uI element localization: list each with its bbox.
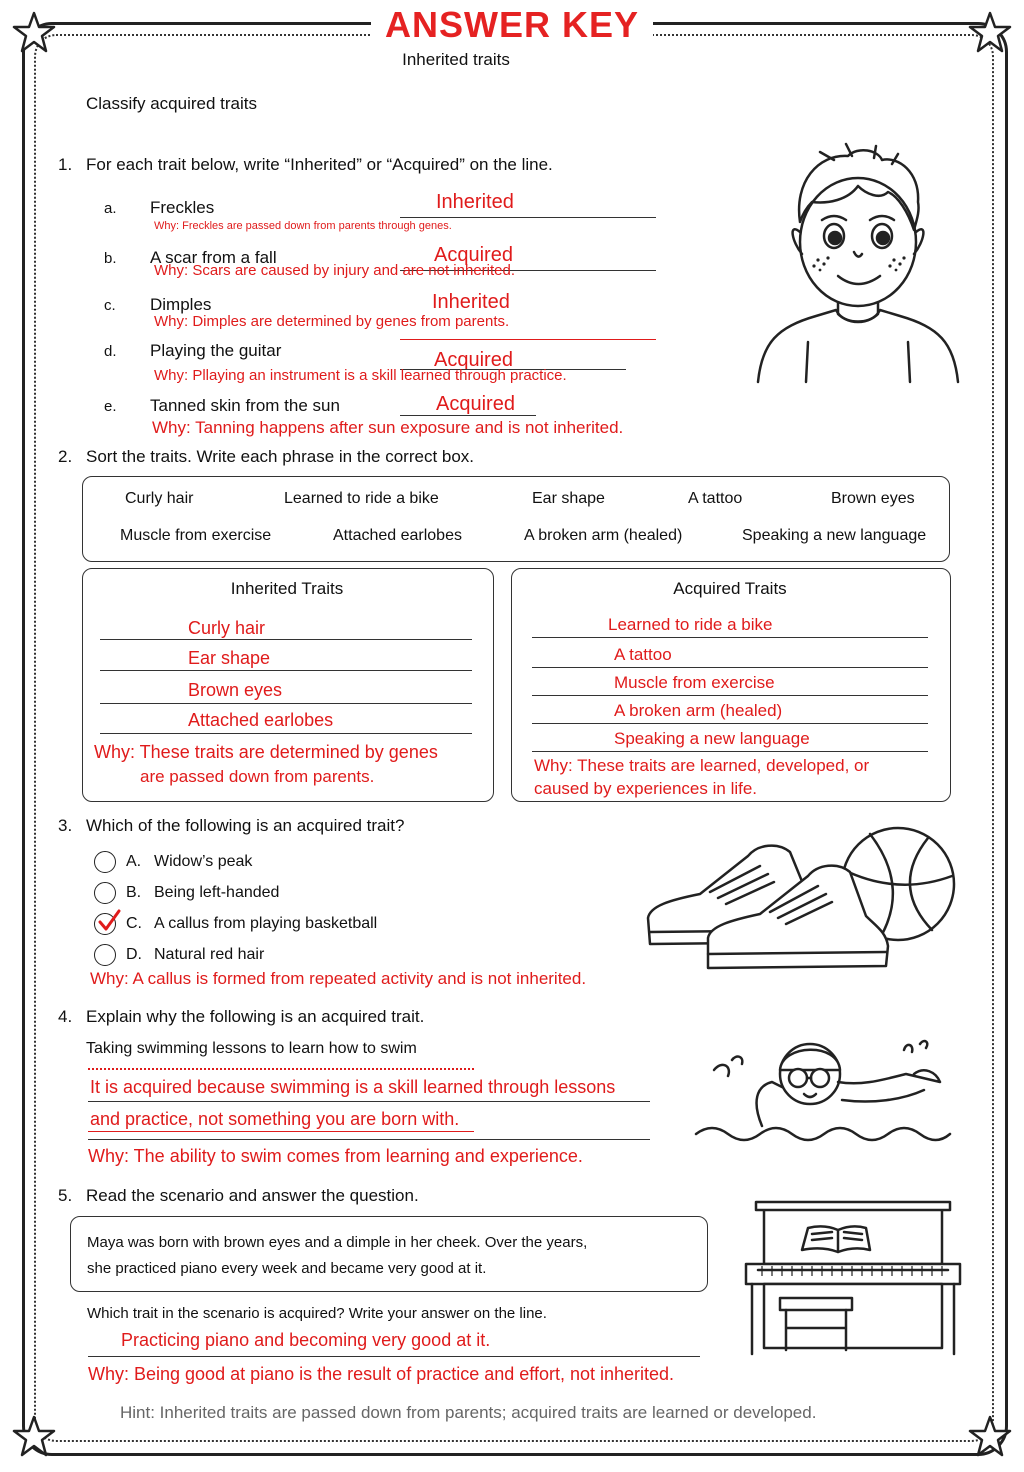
option-letter: C. bbox=[126, 915, 142, 932]
q4-number: 4. bbox=[58, 1007, 73, 1026]
q4-why: Why: The ability to swim comes from learning and experience. bbox=[88, 1146, 583, 1166]
inherited-heading: Inherited Traits bbox=[230, 579, 344, 598]
scenario-text: Maya was born with brown eyes and a dimple in her cheek. Over the years, bbox=[87, 1234, 588, 1251]
option-letter: D. bbox=[126, 946, 142, 963]
option-radio[interactable] bbox=[94, 944, 116, 966]
check-icon bbox=[96, 908, 122, 934]
inherited-why: are passed down from parents. bbox=[140, 767, 375, 786]
acquired-answer: Learned to ride a bike bbox=[608, 615, 773, 634]
option-letter: B. bbox=[126, 884, 142, 901]
word-bank-item: Muscle from exercise bbox=[120, 527, 272, 544]
q3-prompt: Which of the following is an acquired trait? bbox=[86, 816, 405, 835]
q1-item-why: Why: Scars are caused by injury and are not inherited. bbox=[154, 262, 516, 279]
word-bank-item: A broken arm (healed) bbox=[524, 527, 683, 544]
q1-item-trait: Playing the guitar bbox=[150, 341, 282, 360]
hint-text: Hint: Inherited traits are passed down from parents; acquired traits are learned or developed. bbox=[120, 1403, 817, 1422]
answer-line bbox=[100, 703, 472, 704]
answer-line bbox=[400, 415, 536, 416]
inherited-answer: Ear shape bbox=[188, 648, 271, 668]
acquired-answer: A broken arm (healed) bbox=[614, 701, 783, 720]
q1-item-why: Why: Dimples are determined by genes from parents. bbox=[154, 313, 510, 330]
word-bank-item: Attached earlobes bbox=[333, 527, 462, 544]
q1-item-letter: d. bbox=[104, 343, 117, 360]
q1-prompt: For each trait below, write “Inherited” or “Acquired” on the line. bbox=[86, 155, 553, 174]
option-letter: A. bbox=[126, 853, 142, 870]
option-text: Natural red hair bbox=[154, 946, 265, 963]
swimmer-illustration bbox=[692, 1030, 954, 1150]
option-radio[interactable] bbox=[94, 882, 116, 904]
q3-number: 3. bbox=[58, 816, 73, 835]
inherited-answer: Curly hair bbox=[188, 618, 266, 638]
word-bank-item: Ear shape bbox=[532, 490, 605, 507]
answer-line bbox=[88, 1068, 474, 1070]
acquired-answer: Speaking a new language bbox=[614, 729, 810, 748]
answer-line bbox=[532, 667, 928, 668]
answer-line bbox=[100, 639, 472, 640]
q1-item-letter: e. bbox=[104, 398, 117, 415]
q1-item-answer: Acquired bbox=[436, 393, 515, 415]
option-text: Widow’s peak bbox=[154, 853, 253, 870]
inherited-answer: Brown eyes bbox=[188, 680, 283, 700]
q1-item-answer: Acquired bbox=[434, 349, 513, 371]
word-bank bbox=[82, 476, 950, 562]
word-bank-item: A tattoo bbox=[688, 490, 743, 507]
piano-illustration bbox=[742, 1200, 964, 1356]
answer-line bbox=[532, 751, 928, 752]
scenario-box bbox=[70, 1216, 708, 1292]
q1-item-letter: a. bbox=[104, 200, 117, 217]
q5-number: 5. bbox=[58, 1186, 73, 1205]
word-bank-item: Speaking a new language bbox=[742, 527, 927, 544]
q1-item-trait: A scar from a fall bbox=[150, 248, 277, 267]
answer-line bbox=[532, 723, 928, 724]
q5-question: Which trait in the scenario is acquired? Write your answer on the line. bbox=[87, 1305, 547, 1322]
star-icon bbox=[12, 1414, 56, 1458]
answer-line bbox=[400, 339, 656, 340]
word-bank-item: Brown eyes bbox=[831, 490, 915, 507]
q1-item-why: Why: Freckles are passed down from parents through genes. bbox=[154, 220, 452, 232]
acquired-heading: Acquired Traits bbox=[673, 579, 787, 598]
q1-item-trait: Freckles bbox=[150, 198, 215, 217]
option-radio[interactable] bbox=[94, 851, 116, 873]
acquired-why: Why: These traits are learned, developed, or bbox=[534, 756, 870, 775]
q4-answer: It is acquired because swimming is a skill learned through lessons bbox=[90, 1077, 616, 1097]
q4-prompt: Explain why the following is an acquired trait. bbox=[86, 1007, 425, 1026]
inherited-answer: Attached earlobes bbox=[188, 710, 334, 730]
page-subtitle: Inherited traits bbox=[402, 50, 510, 69]
star-icon bbox=[968, 1414, 1012, 1458]
q1-item-why: Why: Pllaying an instrument is a skill learned through practice. bbox=[154, 367, 567, 384]
acquired-answer: Muscle from exercise bbox=[614, 673, 775, 692]
option-text: Being left-handed bbox=[154, 884, 280, 901]
q1-item-why: Why: Tanning happens after sun exposure and is not inherited. bbox=[152, 418, 624, 437]
answer-line bbox=[88, 1131, 474, 1132]
answer-line bbox=[532, 695, 928, 696]
q3-why: Why: A callus is formed from repeated activity and is not inherited. bbox=[90, 969, 587, 988]
q2-prompt: Sort the traits. Write each phrase in the correct box. bbox=[86, 447, 475, 466]
answer-line bbox=[100, 670, 472, 671]
q2-number: 2. bbox=[58, 447, 73, 466]
option-text: A callus from playing basketball bbox=[154, 915, 378, 932]
q5-prompt: Read the scenario and answer the question. bbox=[86, 1186, 419, 1205]
q1-item-letter: c. bbox=[104, 297, 116, 314]
q1-item-answer: Inherited bbox=[432, 291, 510, 313]
title-text: ANSWER KEY bbox=[371, 4, 653, 45]
q1-item-trait: Tanned skin from the sun bbox=[150, 396, 340, 415]
word-bank-item: Learned to ride a bike bbox=[284, 490, 439, 507]
answer-line bbox=[400, 217, 656, 218]
q1-item-trait: Dimples bbox=[150, 295, 212, 314]
q4-trait: Taking swimming lessons to learn how to swim bbox=[86, 1040, 417, 1057]
answer-line bbox=[88, 1139, 650, 1140]
scenario-text: she practiced piano every week and became very good at it. bbox=[87, 1260, 487, 1277]
boy-illustration bbox=[748, 142, 968, 387]
inherited-why: Why: These traits are determined by genes bbox=[94, 742, 438, 762]
q1-item-answer: Inherited bbox=[436, 191, 514, 213]
q4-answer: and practice, not something you are born with. bbox=[90, 1109, 460, 1129]
q1-item-letter: b. bbox=[104, 250, 117, 267]
sneakers-basketball-illustration bbox=[640, 826, 960, 982]
answer-line bbox=[100, 733, 472, 734]
q1-item-answer: Acquired bbox=[434, 244, 513, 266]
answer-line bbox=[88, 1356, 700, 1357]
answer-line bbox=[532, 637, 928, 638]
page-title bbox=[0, 4, 1024, 46]
answer-line bbox=[88, 1101, 650, 1102]
acquired-answer: A tattoo bbox=[614, 645, 672, 664]
instructions: Classify acquired traits bbox=[86, 94, 258, 113]
word-bank-item: Curly hair bbox=[125, 490, 194, 507]
q5-why: Why: Being good at piano is the result of practice and effort, not inherited. bbox=[88, 1364, 675, 1384]
acquired-why: caused by experiences in life. bbox=[534, 779, 758, 798]
q1-number: 1. bbox=[58, 155, 73, 174]
q5-answer: Practicing piano and becoming very good at it. bbox=[121, 1330, 491, 1350]
